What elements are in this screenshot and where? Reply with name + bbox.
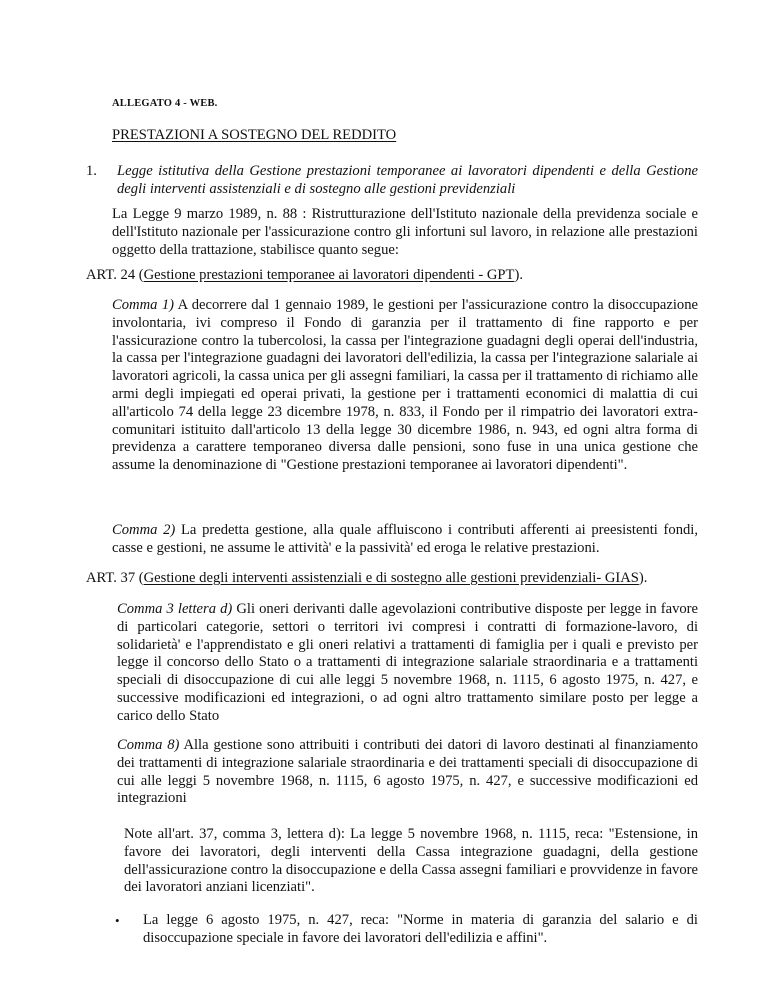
document-title: PRESTAZIONI A SOSTEGNO DEL REDDITO <box>112 127 397 143</box>
art37-note: Note all'art. 37, comma 3, lettera d): La legge 5 novembre 1968, n. 1115, reca: "Estensione, in favore dei lavoratori, degli interventi della Cassa integrazione guadagni, della gestione dell'assicurazione contro la disoccupazione e della Cassa assegni familiari e provvidenze in favore dei lavoratori anziani licenziati". <box>124 826 698 896</box>
art37-comma3: Comma 3 lettera d) Gli oneri derivanti dalle agevolazioni contributive disposte per legge in favore di particolari categorie, settori o territori ivi compresi i contratti di formazione-lavoro, di solidarietà' e l'apprendistato e gli oneri relativi a trattamenti di famiglia per i quali e previsto per legge il concorso dello Stato o a trattamenti di integrazione salariale straordinaria e a trattamenti speciali di disoccupazione di cui alle leggi 5 novembre 1968, n. 1115, 6 agosto 1975, n. 427, e successive modificazioni ed integrazioni, o ad ogni altro trattamento similare posto per legge a carico dello Stato <box>117 601 699 724</box>
section-number: 1. <box>86 163 97 179</box>
section-intro: La Legge 9 marzo 1989, n. 88 : Ristrutturazione dell'Istituto nazionale della previdenza sociale e dell'Istituto nazionale per l'assicurazione contro gli infortuni sul lavoro, in relazione alle prestazioni oggetto della trattazione, stabilisce quanto segue: <box>112 206 698 258</box>
allegato-header: ALLEGATO 4 - WEB. <box>112 98 218 109</box>
art24-comma1: Comma 1) A decorrere dal 1 gennaio 1989, le gestioni per l'assicurazione contro la disoccupazione involontaria, ivi compreso il Fondo di garanzia per il trattamento di fine rapporto e per l'assicurazione contro la tubercolosi, la cassa per l'integrazione guadagni degli operai dell'industria, la cassa per l'integrazione guadagni dei lavoratori dell'edilizia, la cassa per l'integrazione salariale ai lavoratori agricoli, la cassa unica per gli assegni familiari, la cassa per il trattamento di richiamo alle armi degli impiegati ed operai privati, la gestione per i trattamenti economici di malattia di cui all'articolo 74 della legge 23 dicembre 1978, n. 833, il Fondo per il rimpatrio dei lavoratori extra-comunitari istituito dall'articolo 13 della legge 30 dicembre 1986, n. 943, ed ogni altra forma di previdenza a carattere temporaneo diversa dalle pensioni, sono fuse in una unica gestione che assume la denominazione di "Gestione prestazioni temporanee ai lavoratori dipendenti". <box>112 297 698 474</box>
art37-comma8: Comma 8) Alla gestione sono attribuiti i contributi dei datori di lavoro destinati al finanziamento dei trattamenti di integrazione salariale straordinaria e dei trattamenti speciali di disoccupazione di cui alle leggi 5 novembre 1968, n. 1115, 6 agosto 1975, n. 427, e successive modificazioni ed integrazioni <box>117 737 698 807</box>
art37-heading: ART. 37 (Gestione degli interventi assistenziali e di sostegno alle gestioni previdenziali- GIAS). <box>86 570 648 586</box>
art24-heading: ART. 24 (Gestione prestazioni temporanee ai lavoratori dipendenti - GPT). <box>86 267 523 283</box>
section-heading: Legge istitutiva della Gestione prestazioni temporanee ai lavoratori dipendenti e della Gestione degli interventi assistenziali e di sostegno alle gestioni previdenziali <box>117 163 698 197</box>
bullet-text: La legge 6 agosto 1975, n. 427, reca: "Norme in materia di garanzia del salario e di disoccupazione speciale in favore dei lavoratori dell'edilizia e affini". <box>143 912 698 946</box>
bullet-icon: • <box>115 913 120 928</box>
art24-comma2: Comma 2) La predetta gestione, alla quale affluiscono i contributi afferenti ai preesistenti fondi, casse e gestioni, ne assume le attività' e la passività' ed eroga le relative prestazioni. <box>112 522 698 556</box>
